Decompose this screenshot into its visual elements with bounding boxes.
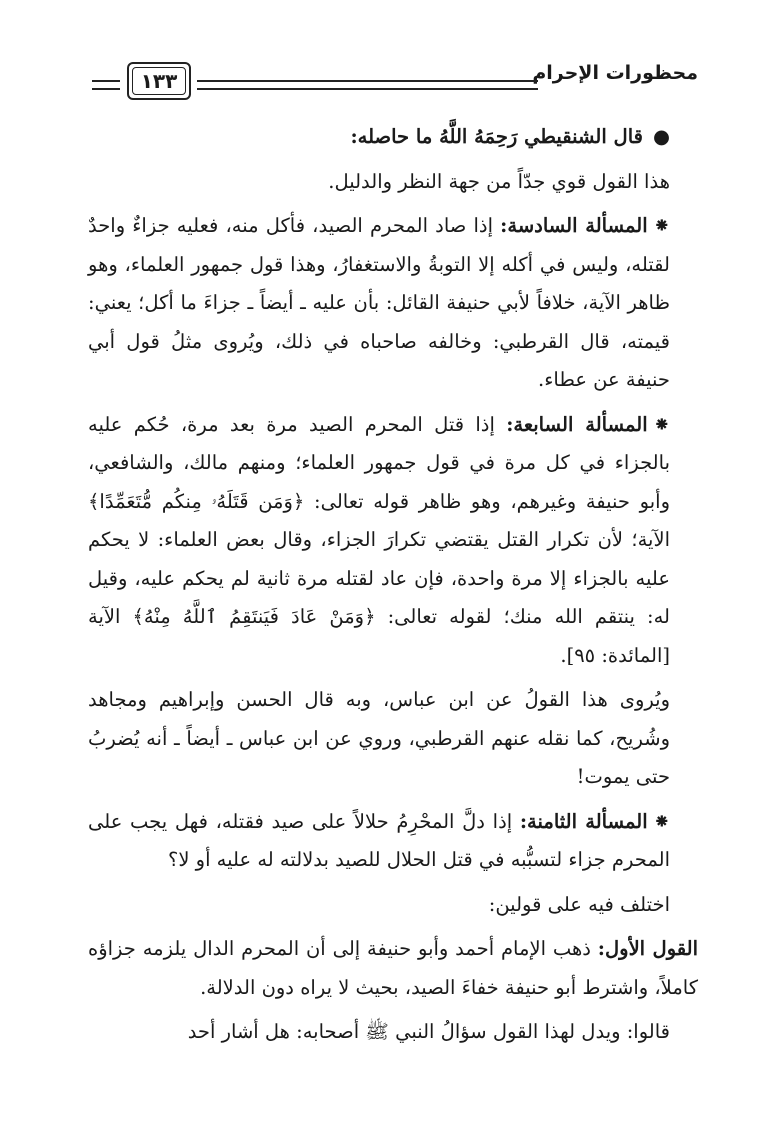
- bullet-icon: ●: [652, 125, 670, 148]
- opinion-heading: القول الأول:: [597, 937, 698, 960]
- page-header: [92, 56, 698, 106]
- asterisk-icon: ⁕: [653, 214, 670, 237]
- paragraph: اختلف فيه على قولين:: [488, 892, 670, 916]
- issue-text: إذا صاد المحرم الصيد، فأكل منه، فعليه جزاءٌ واحدٌ لقتله، وليس في أكله إلا التوبةُ والاستغفارُ، وهذا قول جمهور العلماء، وهو ظاهر الآية، خلافاً لأبي حنيفة القائل: بأن عليه ـ أيضاً ـ جزاءَ ما أكل؛ يعني: قيمته، قال القرطبي: وخالفه صاحباه في ذلك، ويُروى مثلُ قول أبي حنيفة عن عطاء.: [88, 214, 670, 391]
- first-opinion: [88, 930, 698, 1007]
- paragraph: قالوا: ويدل لهذا القول سؤالُ النبي ﷺ أصحابه: هل أشار أحد: [187, 1020, 670, 1043]
- issue-text: إذا قتل المحرم الصيد مرة بعد مرة، حُكم عليه بالجزاء في كل مرة في قول جمهور العلماء؛ ومنهم مالك، والشافعي، وأبو حنيفة وغيرهم، وهو ظاهر قوله تعالى: ﴿وَمَن قَتَلَهُۥ مِنكُم مُّتَعَمِّدًا﴾ الآية؛ لأن تكرار القتل يقتضي تكرارَ الجزاء، وقال بعض العلماء: لا يحكم عليه بالجزاء إلا مرة واحدة، فإن عاد لقتله مرة ثانية لم يحكم عليه، وقيل له: ينتقم الله منك؛ لقوله تعالى: ﴿وَمَنْ عَادَ فَيَنتَقِمُ ٱللَّهُ مِنْهُ﴾ الآية [المائدة: ٩٥].: [88, 412, 670, 667]
- issue-eight: [88, 803, 698, 880]
- issue-heading: المسألة السابعة:: [506, 412, 648, 436]
- opinion-text: ذهب الإمام أحمد وأبو حنيفة إلى أن المحرم الدال يلزمه جزاؤه كاملاً، واشترط أبو حنيفة خفاءَ الصيد، بحيث لا يراه دون الدلالة.: [88, 937, 698, 999]
- quote-intro: [88, 118, 698, 157]
- issue-text: إذا دلَّ المحْرِمُ حلالاً على صيد فقتله، فهل يجب على المحرم جزاء لتسبُّبه في قتل الحلال للصيد بدلالته له عليه أو لا؟: [88, 809, 670, 871]
- page-number-frame: [127, 62, 191, 100]
- running-title: محظورات الإحرام: [532, 62, 698, 84]
- asterisk-icon: ⁕: [653, 412, 670, 436]
- paragraph: هذا القول قوي جدّاً من جهة النظر والدليل.: [328, 169, 670, 193]
- header-rule: [197, 80, 538, 90]
- issue-heading: المسألة السادسة:: [500, 214, 648, 237]
- asterisk-icon: ⁕: [653, 809, 670, 833]
- quote-intro-text: قال الشنقيطي رَحِمَهُ اللَّهُ ما حاصله:: [350, 125, 643, 148]
- issue-heading: المسألة الثامنة:: [519, 809, 648, 833]
- page-body: [88, 118, 698, 1058]
- paragraph: ويُروى هذا القولُ عن ابن عباس، وبه قال الحسن وإبراهيم ومجاهد وشُريح، كما نقله عنهم القرطبي، وروي عن ابن عباس ـ أيضاً ـ أنه يُضربُ حتى يموت!: [88, 688, 670, 788]
- issue-seven: [88, 406, 698, 676]
- header-rule-left: [92, 80, 120, 90]
- issue-six: [88, 207, 698, 400]
- page-number: ١٣٣: [132, 67, 186, 95]
